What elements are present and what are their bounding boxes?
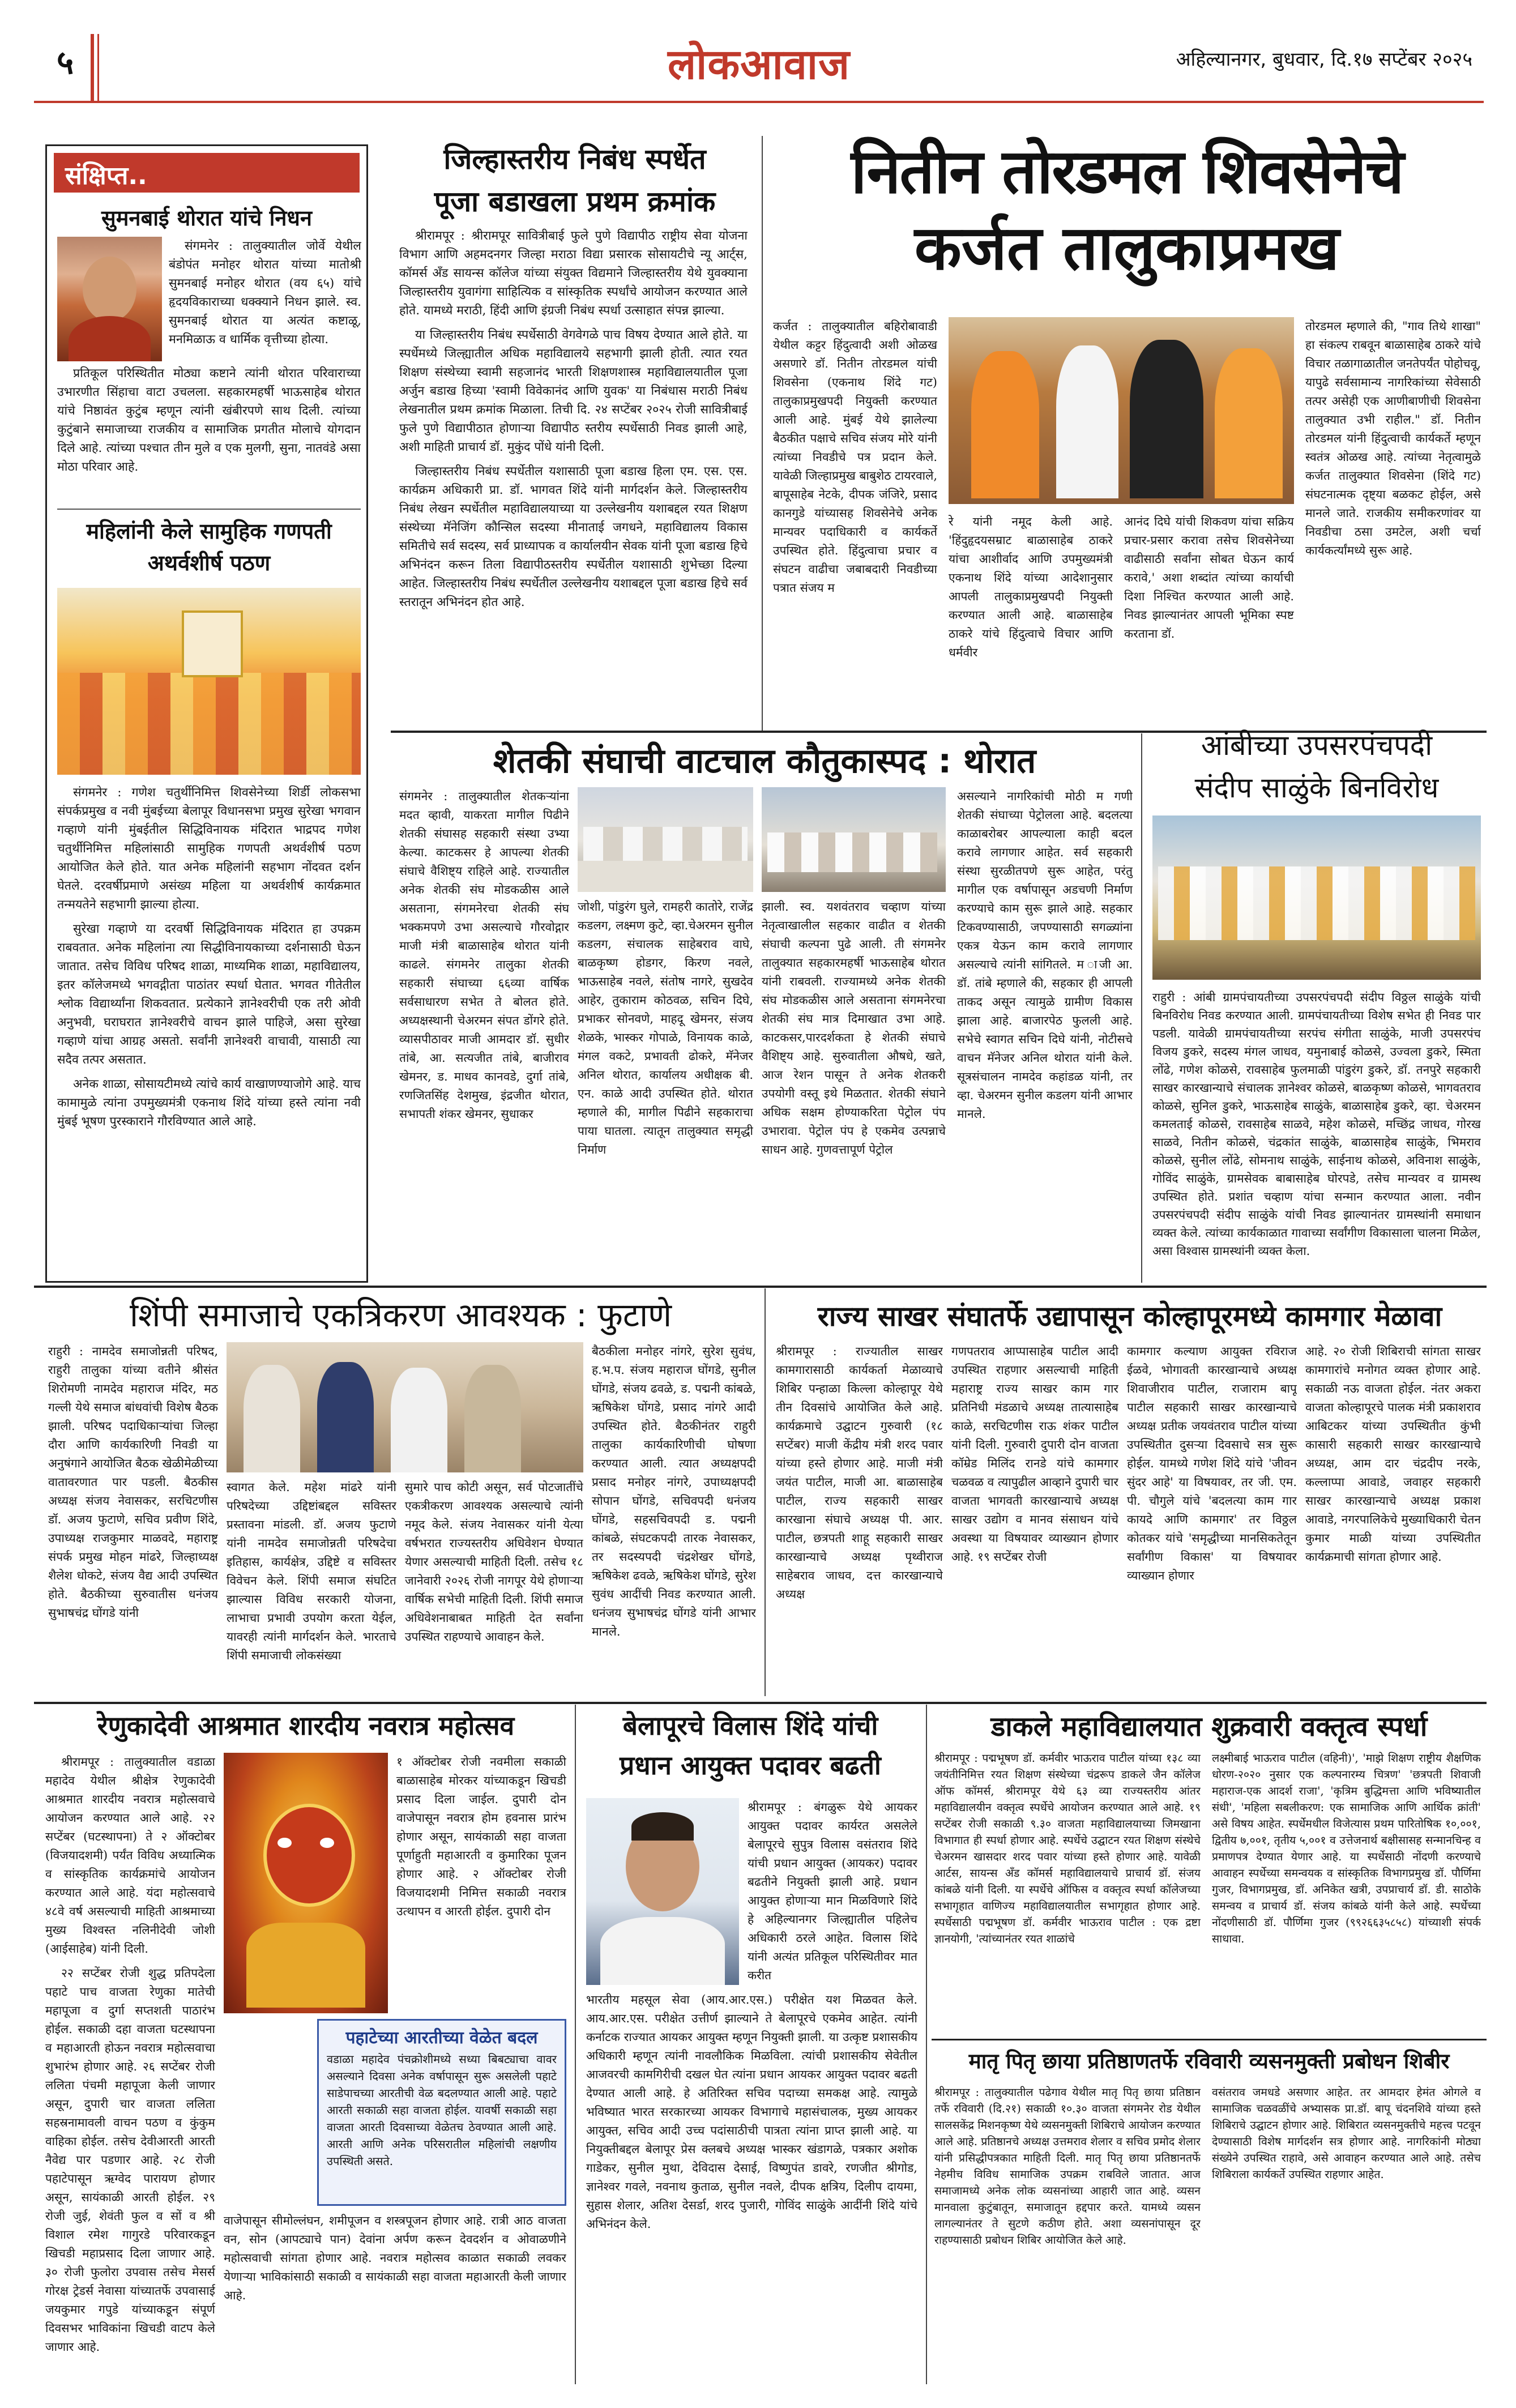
shinde-body: भारतीय महसूल सेवा (आय.आर.एस.) परीक्षेत यश मिळवत केले. आय.आर.एस. परीक्षेत उत्तीर्ण झाल्याने ते बेलापूरचे एकमेव आहेत. त्यांनी कर्नाटक राज्यात आयकर आयुक्त म्हणून नियुक्ती झाली. या उत्कृष्ट प्रशासकीय अधिकारी म्हणून त्यांनी नावलौकिक मिळविला. त्यांची प्रशासकीय सेवेतील आजवरची कामगिरीची दखल घेत त्यांना प्रधान आयकर आयुक्त पदावर बढती देण्यात आली आहे. हे अतिरिक्त सचिव पदाच्या समकक्ष आहे. त्यामुळे भविष्यात भारत सरकारच्या आयकर विभागाचे महासंचालक, मुख्य आयकर आयुक्त, सचिव आदी उच्च पदांसाठीची पात्रता त्यांना प्राप्त झाली आहे. या नियुक्तीबद्दल बेलापूर प्रेस क्लबचे अध्यक्ष भास्कर खंडागळे, पत्रकार अशोक गाडेकर, सुनील मुथा, देविदास देसाई, विष्णुपंत डावरे, रणजीत श्रीगोड, ज्ञानेश्वर गवले, नवनाथ कुताळ, सुनील नवले, दीपक क्षत्रिय, दिलीप दायमा, सुहास शेलार, अतिश देसर्डा, शरद पुजारी, गोविंद साळुंके आदींनी शिंदे यांचे अभिनंदन केले. (586, 1993, 917, 2231)
essay-headline-1: जिल्हास्तरीय निबंध स्पर्धेत (443, 143, 706, 176)
lead-photo (949, 317, 1294, 504)
renuka-col2: १ ऑक्टोबर रोजी नवमीला सकाळी बाळासाहेब मोरकर यांच्याकडून खिचडी प्रसाद दिला जाईल. दुपारी दोन वाजेपासून नवरात्र होम हवनास प्रारंभ होणार असून, सायंकाळी सहा वाजता पूर्णाहुती महाआरती व कुमारिका पूजन होणार आहे. २ ऑक्टोबर रोजी विजयादशमी निमित्त सकाळी नवरात्र उत्थापन व आरती होईल. दुपारी दोन (396, 1755, 566, 1918)
dakle-col2: लक्ष्मीबाई भाऊराव पाटील (वहिनी)', 'माझे शिक्षण राष्ट्रीय शैक्षणिक धोरण-२०२० नुसार एक कल्पनारम्य चित्रण' 'छत्रपती शिवाजी महाराज-एक आदर्श राजा', 'कृत्रिम बुद्धिमत्ता आणि भविष्यातील संधी', 'महिला सबलीकरण: एक सामाजिक आणि आर्थिक क्रांती' असे विषय आहेत. स्पर्धेमधील विजेत्यास प्रथम पारितोषिक १०,००१, द्वितीय ७,००१, तृतीय ५,००१ व उत्तेजनार्थ बक्षीसासह सन्मानचिन्ह व प्रमाणपत्र देण्यात येणार आहे. या स्पर्धेसाठी नोंदणी करण्याचे आवाहन स्पर्धेच्या समन्वयक व सांस्कृतिक विभागप्रमुख डॉ. पौर्णिमा गुजर, विभागप्रमुख, डॉ. अनिकेत खत्री, उपप्राचार्य डॉ. डी. साठोके समन्वय व प्राचार्य डॉ. संजय कांबळे यांनी केले आहे. स्पर्धेच्या नोंदणीसाठी डॉ. पौर्णिमा गुजर (९९२६६३५८५८) यांच्याशी संपर्क साधावा. (1212, 1752, 1481, 1945)
sidebar-story1-para2: प्रतिकूल परिस्थितीत मोठ्या कष्टाने त्यांनी थोरात परिवाराच्या उभारणीत सिंहाचा वाटा उचलला. सहकारमहर्षी भाऊसाहेब थोरात यांचे निष्ठावंत कुटुंब म्हणून त्यांनी खंबीरपणे साथ दिली. त्यांच्या कुटुंबाने समाजाच्या राजकीय व सामाजिक प्रगतीत मोलाचे योगदान दिले आहे. त्यांच्या पश्चात तीन मुले व एक मुलगी, सुना, नातवंडे असा मोठा परिवार आहे. (57, 366, 361, 474)
masthead-rule (34, 101, 1484, 103)
sidebar-story2-para1: संगमनेर : गणेश चतुर्थीनिमित्त शिवसेनेच्या शिर्डी लोकसभा संपर्कप्रमुख व नवी मुंबईच्या बेलापूर विधानसभा प्रमुख सुरेखा भगवान गव्हाणे यांनी मुंबईतील सिद्धिविनायक मंदिरात भाद्रपद गणेश चतुर्थीनिमित्त महिलांसाठी सामुहिक गणपती अथर्वशीर्ष पठण आयोजित केले होते. यात अनेक महिलांनी सहभाग नोंदवत दर्शन घेतले. दरवर्षीप्रमाणे असंख्य महिला या अथर्वशीर्ष कार्यक्रमात तन्मयतेने सहभागी झाल्या होत्या. (57, 785, 361, 912)
lead-col3: आनंद दिघे यांची शिकवण यांचा सक्रिय प्रचार-प्रसार करावा तसेच शिवसेनेच्या वाढीसाठी सर्वांना सोबत घेऊन कार्य करावे,' अशा शब्दांत त्यांच्या कार्याची दिशा निश्चित करण्यात आली आहे. निवड झाल्यानंतर आपली भूमिका स्पष्ट करताना डॉ. (1124, 515, 1294, 641)
salunke-headline-1: आंबीच्या उपसरपंचपदी (1201, 729, 1433, 762)
shimpi-headline: शिंपी समाजाचे एकत्रिकरण आवश्यक : फुटाणे (129, 1296, 672, 1334)
thorat-headline: शेतकी संघाची वाटचाल कौतुकास्पद : थोरात (493, 741, 1036, 781)
col-rule (765, 1288, 766, 1696)
page-number: ५ (57, 43, 74, 82)
section-rule-3 (34, 1702, 1487, 1704)
shinde-headline-2: प्रधान आयुक्त पदावर बढती (620, 1750, 881, 1781)
renuka-box (317, 2019, 566, 2206)
salunke-headline-2: संदीप साळुंके बिनविरोध (1194, 771, 1439, 804)
section-rule-2 (34, 1286, 1487, 1288)
renuka-box-body: वडाळा महादेव पंचक्रोशीमध्ये सध्या बिबट्याचा वावर असल्याने दिवसा अनेक वर्षापासून सुरू असलेली पहाटे साडेपाचच्या आरतीची वेळ बदलण्यात आली आहे. पहाटे आरती सकाळी सहा वाजता होईल. यावर्षी सकाळी सहा वाजता आरती दिवसाच्या वेळेतच ठेवण्यात आली आहे. आरती आणि अनेक परिसरातील महिलांची लक्षणीय उपस्थिती असते. (327, 2052, 557, 2168)
sakhar-headline: राज्य साखर संघातर्फे उद्यापासून कोल्हापूरमध्ये कामगार मेळावा (817, 1300, 1442, 1333)
sidebar-story1-para1: संगमनेर : तालुक्यातील जोर्वे येथील बंडोपंत मनोहर थोरात यांच्या मातोश्री सुमनबाई मनोहर थोरात (वय ६५) यांचे हृदयविकाराच्या धक्क्याने निधन झाले. स्व. सुमनबाई थोरात या अत्यंत कष्टाळू, मनमिळाऊ व धार्मिक वृत्तीच्या होत्या. (169, 239, 361, 347)
essay-para3: जिल्हास्तरीय निबंध स्पर्धेतील यशासाठी पूजा बडाख हिला एम. एस. एस. कार्यक्रम अधिकारी प्रा. डॉ. भागवत शिंदे यांनी मार्गदर्शन केले. जिल्हास्तरीय निबंध लेखन स्पर्धेतील महाविद्यालयाच्या या उल्लेखनीय यशाबद्दल रयत शिक्षण संस्थेच्या मॅनेजिंग कौन्सिल सदस्या मीनाताई जगधने, महाविद्यालय विकास समितीचे सर्व सदस्य, सर्व प्राध्यापक व कार्यालयीन सेवक यांनी पूजा बडाख हिचे अभिनंदन करून तिला विद्यापीठस्तरीय स्पर्धेतील यशासाठी शुभेच्छा दिल्या आहेत. जिल्हास्तरीय निबंध स्पर्धेतील उल्लेखनीय यशाबद्दल पूजा बडाख हिचे सर्व स्तरातून अभिनंदन होत आहे. (399, 464, 748, 609)
shibir-col2: वसंतराव जमधडे असणार आहेत. तर आमदार हेमंत ओगले व सामाजिक चळवळींचे अभ्यासक प्रा.डॉ. बापू चंदनशिवे यांच्या हस्ते शिबिराचे उद्घाटन होणार आहे. शिबिरात व्यसनमुक्तीचे महत्त्व पटवून देण्यासाठी विशेष मार्गदर्शन सत्र होणार आहे. नागरिकांनी मोठ्या संख्येने उपस्थित राहावे, असे आवाहन करण्यात आले आहे. तसेच शिबिराला कार्यकर्ते उपस्थित राहणार आहेत. (1212, 2086, 1481, 2181)
masthead (34, 34, 1484, 113)
lead-headline-1: नितीन तोरडमल शिवसेनेचे (851, 136, 1403, 207)
sidebar-header-text: संक्षिप्त.. (65, 161, 147, 190)
sidebar-story2-para2: सुरेखा गव्हाणे या दरवर्षी सिद्धिविनायक मंदिरात हा उपक्रम राबवतात. अनेक महिलांना त्या सिद्धीविनायकाच्या दर्शनासाठी घेऊन जातात. तसेच विविध परिषद शाळा, माध्यमिक शाळा, महाविद्यालय, इतर कॉलेजमध्ये भगवद्गीता पाठांतर स्पर्धा घेतात. भगवत गीतेतील श्लोक विद्यार्थ्यांना शिकवतात. प्रत्येकाने ज्ञानेश्वरीची एक तरी ओवी अनुभवी, घराघरात ज्ञानेश्वरीचे वाचन झाले पाहिजे, असा सुरेखा गव्हाणे यांचा आग्रह असतो. सर्वांनी ज्ञानेश्वरी वाचावी, यासाठी त्या सदैव तत्पर असतात. (57, 922, 361, 1067)
renuka-box-title: पहाटेच्या आरतीच्या वेळेत बदल (345, 2028, 538, 2048)
sidebar-story1-body-cont (57, 364, 361, 506)
col-rule (575, 1705, 576, 2384)
salunke-group-photo (1152, 816, 1481, 980)
shimpi-col3: सुमारे पाच कोटी असून, सर्व पोटजातींचे एकत्रीकरण आवश्यक असल्याचे त्यांनी नमूद केले. संजय नेवासकर यांनी येत्या वर्षभरात राज्यस्तरीय अधिवेशन घेण्यात येणार असल्याची माहिती दिली. तसेच १८ जानेवारी २०२६ रोजी नागपूर येथे होणाऱ्या वार्षिक सभेची माहिती दिली. शिंपी समाज अधिवेशनाबाबत माहिती देत सर्वांना उपस्थित राहण्याचे आवाहन केले. (405, 1480, 583, 1643)
shinde-headline-1: बेलापूरचे विलास शिंदे यांची (622, 1710, 878, 1741)
lead-col2: रे यांनी नमूद केली आहे. 'हिंदुहृदयसम्राट बाळासाहेब ठाकरे यांचा आशीर्वाद आणि उपमुख्यमंत्री एकनाथ शिंदे यांच्या आदेशानुसार आपली तालुकाप्रमुखपदी नियुक्ती करण्यात आली आहे. बाळासाहेब ठाकरे यांचे हिंदुत्वाचे विचार आणि धर्मवीर (949, 515, 1113, 659)
sidebar-story1-headline: सुमनबाई थोरात यांचे निधन (101, 206, 312, 230)
renuka-headline: रेणुकादेवी आश्रमात शारदीय नवरात्र महोत्सव (97, 1710, 515, 1741)
renuka-para1: श्रीरामपूर : तालुक्यातील वडाळा महादेव येथील श्रीक्षेत्र रेणुकादेवी आश्रमात शारदीय नवरात्र महोत्सवाचे आयोजन करण्यात आले आहे. २२ सप्टेंबर (घटस्थापना) ते २ ऑक्टोबर (विजयादशमी) पर्यंत विविध अध्यात्मिक व सांस्कृतिक कार्यक्रमांचे आयोजन करण्यात आले आहे. यंदा महोत्सवाचे ४८वे वर्ष असल्याची माहिती आश्रमाच्या मुख्य विश्वस्त नलिनीदेवी जोशी (आईसाहेब) यांनी दिली. (45, 1755, 215, 1956)
sidebar-divider (57, 509, 361, 510)
dateline: अहिल्यानगर, बुधवार, दि.१७ सप्टेंबर २०२५ (1176, 48, 1472, 71)
page-number-rule (91, 34, 94, 102)
dakle-col1: श्रीरामपूर : पद्मभूषण डॉ. कर्मवीर भाऊराव पाटील यांच्या १३८ व्या जयंतीनिमित्त रयत शिक्षण संस्थेच्या चंद्ररूप डाकले जैन कॉलेज ऑफ कॉमर्स, श्रीरामपूर येथे ६३ व्या राज्यस्तरीय आंतर महाविद्यालयीन वक्तृत्व स्पर्धेचे आयोजन करण्यात आले आहे. १९ सप्टेंबर रोजी सकाळी ९.३० वाजता महाविद्यालयाच्या जिमखाना विभागात ही स्पर्धा होणार आहे. स्पर्धेचे उद्घाटन रयत शिक्षण संस्थेचे चेअरमन खासदार शरद पवार यांच्या हस्ते होणार आहे. यावेळी आर्टस, सायन्स अँड कॉमर्स महाविद्यालयाचे प्राचार्य डॉ. संजय कांबळे यांनी दिली. या स्पर्धेचे ऑफिस व वक्तृत्व स्पर्धा कॉलेजच्या सभागृहात वाणिज्य महाविद्यालयातील सभागृहात होणार आहे. स्पर्धेसाठी पद्मभूषण डॉ. कर्मवीर भाऊराव पाटील : एक द्रष्टा ज्ञानयोगी, 'त्यांच्यानंतर रयत शाळांचे (934, 1752, 1201, 1945)
shimpi-photo (227, 1342, 583, 1472)
sakhar-col2: गणपतराव आप्पासाहेब पाटील आदी उपस्थित राहणार असल्याची माहिती महाराष्ट्र राज्य साखर काम गार प्रतिनिधी मंडळाचे अध्यक्ष तात्यासाहेब काळे, सरचिटणीस राऊ शंकर पाटील यांनी दिली. गुरुवारी दुपारी दोन वाजता कॉम्रेड मिलिंद रानडे यांचे कामगार चळवळ व त्यापुढील आव्हाने दुपारी चार वाजता भागवती कारखान्याचे अध्यक्ष साखर उद्योग व मानव संसाधन यांचे अवस्था या विषयावर व्याख्यान होणार आहे. १९ सप्टेंबर रोजी (951, 1344, 1118, 1564)
essay-headline-2: पूजा बडाखला प्रथम क्रमांक (434, 185, 716, 218)
newspaper-title: लोकआवाज (667, 40, 850, 89)
thorat-col1: संगमनेर : तालुक्यातील शेतकऱ्यांना मदत व्हावी, याकरता मागील पिढीने शेतकी संघासह सहकारी संस्था उभ्या केल्या. काटकसर हे आपल्या शेतकी संघाचे वैशिष्ट्य राहिले आहे. राज्यातील अनेक शेतकी संघ मोडकळीस आले असताना, संगमनेरचा शेतकी संघ भक्कमपणे उभा असल्याचे गौरवोद्गार माजी मंत्री बाळासाहेब थोरात यांनी काढले. संगमनेर तालुका शेतकी सहकारी संघाच्या ६६व्या वार्षिक सर्वसाधारण सभेत ते बोलत होते. अध्यक्षस्थानी चेअरमन संपत डोंगरे होते. व्यासपीठावर माजी आमदार डॉ. सुधीर तांबे, आ. सत्यजीत तांबे, बाजीराव खेमनर, ड. माधव कानवडे, दुर्गा तांबे, रणजितसिंह देशमुख, इंद्रजीत थोरात, सभापती शंकर खेमनर, सुधाकर (399, 789, 569, 1121)
salunke-body: राहुरी : आंबी ग्रामपंचायतीच्या उपसरपंचपदी संदीप विठ्ठल साळुंके यांची बिनविरोध निवड करण्यात आली. ग्रामपंचायतीच्या विशेष सभेत ही निवड पार पडली. यावेळी ग्रामपंचायतीच्या सरपंच संगीता साळुंके, माजी उपसरपंच विजय डुकरे, सदस्य मंगल जाधव, यमुनाबाई कोळसे, उज्वला डुकरे, स्मिता लोंढे, गणेश कोळसे, रावसाहेब फुलमाळी पांडुरंग डुकरे, डॉ. तनपुरे सहकारी साखर कारखान्याचे संचालक ज्ञानेश्वर कोळसे, बाळकृष्ण कोळसे, भागवतराव कोळसे, सुनिल डुकरे, भाऊसाहेब साळुंके, बाळासाहेब डुकरे, व्हा. चेअरमन कमलताई कोळसे, रावसाहेब साळवे, महेश कोळसे, मच्छिंद्र जाधव, गोरख साळवे, नितीन कोळसे, चंद्रकांत साळुंके, बाळासाहेब साळुंके, भिमराव कोळसे, सुनील लोंढे, सोमनाथ साळुंके, साईनाथ कोळसे, अविनाश साळुंके, गोविंद साळुंके, ग्रामसेवक बाबासाहेब घोरपडे, तसेच मान्यवर व ग्रामस्थ उपस्थित होते. प्रशांत चव्हाण यांचा सन्मान करण्यात आला. नवीन उपसरपंचपदी संदीप साळुंके यांची निवड झाल्यानंतर ग्रामस्थांनी समाधान व्यक्त केले. त्यांच्या कार्यकाळात गावाच्या सर्वांगीण विकासाला चालना मिळेल, असा विश्वास ग्रामस्थांनी व्यक्त केला. (1152, 990, 1481, 1258)
thorat-col3: झाली. स्व. यशवंतराव चव्हाण यांच्या नेतृत्वाखालील सहकार वाढीत व शेतकी संघाची कल्पना पुढे आली. ती संगमनेर तालुक्यात सहकारमहर्षी भाऊसाहेब थोरात यांनी राबवली. राज्यामध्ये अनेक शेतकी संघ मोडकळीस आले असताना संगमनेरचा शेतकी संघ मात्र दिमाखात उभा आहे. काटकसर,पारदर्शकता हे शेतकी संघाचे वैशिष्ट्य आहे. सुरुवातीला औषधे, खते, आज रेशन पासून ते अनेक शेतकरी उपयोगी वस्तू इथे मिळतात. शेतकी संघाने अधिक सक्षम होण्याकरिता पेट्रोल पंप उभारावा. पेट्रोल पंप हे एकमेव उत्पन्नाचे साधन आहे. गुणवत्तापूर्ण पेट्रोल (762, 900, 946, 1156)
shimpi-col2: स्वागत केले. महेश मांढरे यांनी परिषदेच्या उद्दिष्टांबद्दल सविस्तर प्रस्तावना मांडली. डॉ. अजय फुटाणे यांनी नामदेव समाजोन्नती परिषदेचा इतिहास, कार्यक्षेत्र, उद्दिष्टे व सविस्तर विवेचन केले. शिंपी समाज संघटित झाल्यास विविध सरकारी योजना, लाभाचा प्रभावी उपयोग करता येईल, यावरही त्यांनी मार्गदर्शन केले. भारताचे शिंपी समाजाची लोकसंख्या (227, 1480, 396, 1662)
sidebar-box (45, 144, 368, 1283)
shibir-col1: श्रीरामपूर : तालुक्यातील पढेगाव येथील मातृ पितृ छाया प्रतिष्ठान तर्फे रविवारी (दि.२१) सकाळी १०.३० वाजता संगमनेर रोड येथील सालसकेंद्र मिशनकृष्ण येथे व्यसनमुक्ती शिबिराचे आयोजन करण्यात आले आहे. प्रतिष्ठानचे अध्यक्ष उत्तमराव शेलार व सचिव प्रमोद शेलार यांनी प्रसिद्धीपत्रकात माहिती दिली. मातृ पितृ छाया प्रतिष्ठानतर्फे नेहमीच विविध सामाजिक उपक्रम राबविले जातात. आज समाजामध्ये अनेक लोक व्यसनांच्या आहारी जात आहे. व्यसन मानवाला कुटुंबातून, समाजातून हद्दपार करते. यामध्ये व्यसन लागल्यानंतर ते सुटणे कठीण होते. अशा व्यसनांपासून दूर राहण्यासाठी प्रबोधन शिबिर आयोजित केले आहे. (934, 2086, 1201, 2247)
shinde-portrait (586, 1798, 739, 1985)
shibir-headline: मातृ पितृ छाया प्रतिष्ठाणतर्फे रविवारी व्यसनमुक्ती प्रबोधन शिबीर (968, 2049, 1450, 2073)
thorat-photo-2 (762, 787, 946, 892)
lead-col4: तोरडमल म्हणाले की, "गाव तिथे शाखा" हा संकल्प राबवून बाळासाहेब ठाकरे यांचे विचार तळागाळातील जनतेपर्यंत पोहोचवू, यापुढे सर्वसामान्य नागरिकांच्या सेवेसाठी तत्पर असेही एक आणीबाणीची शिवसेना तालुक्यात उभी राहील." डॉ. नितीन तोरडमल यांनी हिंदुत्वाची कार्यकर्ते म्हणून स्वतंत्र ओळख आहे. त्यांच्या नेतृत्वामुळे कर्जत तालुक्यात शिवसेना (शिंदे गट) संघटनात्मक दृष्ट्या बळकट होईल, असे मानले जाते. राजकीय समीकरणांवर या निवडीचा ठसा उमटेल, अशी चर्चा कार्यकर्त्यांमध्ये सुरू आहे. (1305, 319, 1481, 557)
col-rule (926, 1705, 927, 2384)
renuka-para2: २२ सप्टेंबर रोजी शुद्ध प्रतिपदेला पहाटे पाच वाजता रेणुका मातेची महापूजा व दुर्गा सप्तशती पाठारंभ होईल. सकाळी दहा वाजता घटस्थापना व महाआरती होऊन नवरात्र महोत्सवाचा शुभारंभ होणार आहे. २६ सप्टेंबर रोजी ललिता पंचमी महापूजा केली जाणार असून, दुपारी चार वाजता ललिता सहस्रनामावली वाचन पठण व कुंकुम वाहिका होईल. तसेच देवीआरती आरती नैवेद्य पार पडणार आहे. २८ रोजी पहाटेपासून ऋग्वेद पारायण होणार असून, सायंकाळी आरती होईल. २९ रोजी जुई, शेवंती फुल व सों व श्री विशाल रमेश गागुरडे परिवारकडून खिचडी महाप्रसाद दिला जाणार आहे. ३० रोजी फुलोरा उपवास तसेच मेसर्स गोरक्ष ट्रेडर्स नेवासा यांच्यातर्फे उपवासाई जयकुमार गपुडे यांच्याकडून संपूर्ण दिवसभर भाविकांना खिचडी वाटप केले जाणार आहे. (45, 1966, 215, 2354)
sidebar-story2-para3: अनेक शाळा, सोसायटीमध्ये त्यांचे कार्य वाखाणण्याजोगे आहे. याच कामामुळे त्यांना उपमुख्यमंत्री एकनाथ शिंदे यांच्या हस्ते त्यांना नवी मुंबई भूषण पुरस्काराने गौरविण्यात आले आहे. (57, 1077, 361, 1129)
essay-body (399, 227, 748, 736)
sidebar-story2-headline: महिलांनी केले सामुहिक गणपती अथर्वशीर्ष पठण (86, 519, 332, 575)
col-rule (762, 136, 763, 731)
thorat-col4: असल्याने नागरिकांची मोठी म गणी शेतकी संघाच्या पेट्रोलला आहे. बदलत्या काळाबरोबर आपल्याला काही बदल करावे लागणार आहेत. सर्व सहकारी संस्था सुरळीतपणे सुरू आहेत, परंतु मागील एक वर्षापासून अडचणी निर्माण करण्याचे काम सुरू झाले आहे. सहकार टिकवण्यासाठी, जपण्यासाठी सगळ्यांना एकत्र येऊन काम करावे लागणार असल्याचे त्यांनी सांगितले. म ाजी आ. डॉ. तांबे म्हणाले की, सहकार ही आपली ताकद असून त्यामुळे ग्रामीण विकास झाला आहे. बाजारपेठ फुलली आहे. सभेचे स्वागत सचिन दिघे यांनी, नोटीसचे वाचन मॅनेजर अनिल थोरात यांनी केले. सूत्रसंचालन नामदेव कहांडळ यांनी, तर व्हा. चेअरमन सुनील कडलग यांनी आभार मानले. (957, 789, 1133, 1121)
renuka-col1 (45, 1753, 215, 2379)
essay-para2: या जिल्हास्तरीय निबंध स्पर्धेसाठी वेगवेगळे पाच विषय देण्यात आले होते. या स्पर्धेमध्ये जिल्ह्यातील अधिक महाविद्यालये सहभागी झाली होती. त्यात रयत शिक्षण संस्थेच्या स्वामी सहजानंद भारती शिक्षणशास्त्र महाविद्यालयातील पूजा अर्जुन बडाख हिच्या 'स्वामी विवेकानंद आणि युवक' या निबंधास मराठी निबंध लेखनातील प्रथम क्रमांक मिळाला. तिची दि. २४ सप्टेंबर २०२५ रोजी सावित्रीबाई फुले पुणे विद्यापीठात होणाऱ्या विद्यापीठ स्तरीय स्पर्धेसाठी निवड झाली आहे, अशी माहिती प्राचार्य डॉ. मुकुंद पोंधे यांनी दिली. (399, 328, 748, 454)
thorat-col2: जोशी, पांडुरंग घुले, रामहरी कातोरे, राजेंद्र कडलग, लक्ष्मण कुटे, व्हा.चेअरमन सुनील कडलग, संचालक साहेबराव वाघे, बाळकृष्ण होडगर, किरण नवले, भाऊसाहेब नवले, संतोष नागरे, सुखदेव आहेर, तुकाराम कोठवळ, सचिन दिघे, प्रभाकर सोनवणे, माहदू खेमनर, संजय शेळके, भास्कर गोपाळे, विनायक काळे, मंगल वकटे, प्रभावती ढोकरे, मॅनेजर अनिल थोरात, कार्यालय अधीक्षक बी. एन. काळे आदी उपस्थित होते. थोरात म्हणाले की, मागील पिढीने सहकाराचा पाया घातला. त्यातून तालुक्यात समृद्धी निर्माण (578, 900, 753, 1156)
women-group-photo (57, 588, 361, 775)
sidebar-header (54, 153, 360, 193)
col-rule (1141, 733, 1142, 1283)
thorat-photo-1 (578, 787, 753, 892)
page-number-rule-thin (97, 34, 99, 102)
section-rule-4 (932, 2039, 1487, 2040)
renuka-deity-photo (224, 1753, 388, 2013)
lead-col1: कर्जत : तालुक्यातील बहिरोबावाडी येथील कट्टर हिंदुत्वादी अशी ओळख असणारे डॉ. नितीन तोरडमल यांची शिवसेना (एकनाथ शिंदे गट) तालुकाप्रमुखपदी नियुक्ती करण्यात आली आहे. मुंबई येथे झालेल्या बैठकीत पक्षाचे सचिव संजय मोरे यांनी त्यांच्या निवडीचे पत्र प्रदान केले. यावेळी जिल्हाप्रमुख बाबुशेठ टायरवाले, बापूसाहेब नेटके, दीपक जंजिरे, प्रसाद कानगुडे यांच्यासह शिवसेनेचे अनेक मान्यवर पदाधिकारी व कार्यकर्ते उपस्थित होते. हिंदुत्वाचा प्रचार व संघटन वाढीचा जबाबदारी निवडीच्या पत्रात संजय म (773, 319, 937, 595)
essay-para1: श्रीरामपूर : श्रीरामपूर सावित्रीबाई फुले पुणे विद्यापीठ राष्ट्रीय सेवा योजना विभाग आणि अहमदनगर जिल्हा मराठा विद्या प्रसारक सोसायटीचे न्यू आर्ट्स, कॉमर्स अँड सायन्स कॉलेज यांच्या संयुक्त विद्यमाने जिल्हास्तरीय येथे युवक्याना जिल्हास्तरीय युवागंगा साहित्यिक व सांस्कृतिक स्पर्धांचे आयोजन करण्यात आले होते. यामध्ये मराठी, हिंदी आणि इंग्रजी निबंध स्पर्धा उत्साहात संपन्न झाल्या. (399, 229, 748, 318)
portrait-photo (57, 237, 162, 361)
dakle-headline: डाकले महाविद्यालयात शुक्रवारी वक्तृत्व स्पर्धा (990, 1711, 1428, 1743)
sakhar-col4: आहे. २० रोजी शिबिराची सांगता साखर कामगारांचे मनोगत व्यक्त होणार आहे. सकाळी नऊ वाजता होईल. नंतर अकरा वाजता कोल्हापूरचे पालक मंत्री प्रकाशराव आबिटकर यांच्या उपस्थितीत कुंभी कासारी सहकारी साखर कारखान्याचे अध्यक्ष, आम दार चंद्रदीप नरके, कल्लाप्पा आवाडे, जवाहर सहकारी साखर कारखान्याचे अध्यक्ष प्रकाश आवाडे, नगरपालिकेचे मुख्याधिकारी चेतन कुमार माळी यांच्या उपस्थितीत कार्यक्रमाची सांगता होणार आहे. (1305, 1344, 1481, 1564)
shimpi-col1: राहुरी : नामदेव समाजोन्नती परिषद, राहुरी तालुका यांच्या वतीने श्रीसंत शिरोमणी नामदेव महाराज मंदिर, मठ गल्ली येथे समाज बांधवांची विशेष बैठक झाली. परिषद पदाधिकाऱ्यांचा जिल्हा दौरा आणि कार्यकारिणी निवडी या अनुषंगाने आयोजित बैठक खेळीमेळीच्या वातावरणात पार पडली. बैठकीस अध्यक्ष संजय नेवासकर, सरचिटणीस डॉ. अजय फुटाणे, सचिव प्रवीण शिंदे, उपाध्यक्ष राजकुमार माळवदे, महाराष्ट्र संपर्क प्रमुख मोहन मांढरे, जिल्हाध्यक्ष शैलेश धोकटे, संजय वैद्य आदी उपस्थित होते. बैठकीच्या सुरुवातीस धनंजय सुभाषचंद्र घोंगडे यांनी (48, 1344, 218, 1620)
lead-headline-2: कर्जत तालुकाप्रमख (914, 213, 1340, 284)
sakhar-col3: कामगार कल्याण आयुक्त रविराज ईळवे, भोगावती कारखान्याचे अध्यक्ष शिवाजीराव पाटील, राजाराम बापू पाटील सहकारी साखर कारखान्याचे अध्यक्ष प्रतीक जयवंतराव पाटील यांच्या उपस्थितीत दुसऱ्या दिवसाचे सत्र सुरू होईल. यामध्ये गणेश शिंदे यांचे 'जीवन सुंदर आहे' या विषयावर, तर जी. एम. पी. चौगुले यांचे 'बदलत्या काम गार कायदे आणि कामगार' तर विठ्ठल कोतकर यांचे 'समृद्धीच्या मानसिकतेतून सर्वांगीण विकास' या विषयावर व्याख्यान होणार (1127, 1344, 1297, 1582)
shinde-lead: श्रीरामपूर : बंगळुरू येथे आयकर आयुक्त पदावर कार्यरत असलेले बेलापूरचे सुपुत्र विलास वसंतराव शिंदे यांची प्रधान आयुक्त (आयकर) पदावर बढतीने नियुक्ती झाली आहे. प्रधान आयुक्त होणाऱ्या मान मिळविणारे शिंदे हे अहिल्यानगर जिल्ह्यातील पहिलेच अधिकारी ठरले आहेत. विलास शिंदे यांनी अत्यंत प्रतिकूल परिस्थितीवर मात करीत (748, 1800, 917, 1982)
sidebar-story2-body (57, 783, 361, 1276)
shimpi-col4: बैठकीला मनोहर नांगरे, सुरेश सुवंध, ह.भ.प. संजय महाराज घोंगडे, सुनील घोंगडे, संजय ढवळे, ड. पद्मनी कांबळे, ऋषिकेश घोंगडे, प्रसाद नांगरे आदी उपस्थित होते. बैठकीनंतर राहुरी तालुका कार्यकारिणीची घोषणा करण्यात आली. त्यात अध्यक्षपदी प्रसाद मनोहर नांगरे, उपाध्यक्षपदी सोपान घोंगडे, सचिवपदी धनंजय घोंगडे, सहसचिवपदी ड. पद्मनी कांबळे, संघटकपदी तारक नेवासकर, तर सदस्यपदी चंद्रशेखर घोंगडे, ऋषिकेश ढवळे, ऋषिकेश घोंगडे, सुरेश सुवंध आदींची निवड करण्यात आली. धनंजय सुभाषचंद्र घोंगडे यांनी आभार मानले. (592, 1344, 756, 1638)
sakhar-col1: श्रीरामपूर : राज्यातील साखर कामगारासाठी कार्यकर्ता मेळाव्याचे शिबिर पन्हाळा किल्ला कोल्हापूर येथे तीन दिवसांचे आयोजित केले आहे. कार्यक्रमाचे उद्घाटन गुरुवारी (१८ सप्टेंबर) माजी केंद्रीय मंत्री शरद पवार यांच्या हस्ते होणार आहे. माजी मंत्री जयंत पाटील, माजी आ. बाळासाहेब पाटील, राज्य सहकारी साखर कारखाना संघाचे अध्यक्ष पी. आर. पाटील, छत्रपती शाहू सहकारी साखर कारखान्याचे अध्यक्ष पृथ्वीराज साहेबराव जाधव, दत्त कारखान्याचे अध्यक्ष (776, 1344, 943, 1601)
renuka-col2-end: वाजेपासून सीमोल्लंघन, शमीपूजन व शस्त्रपूजन होणार आहे. रात्री आठ वाजता वन, सोन (आपट्याचे पान) देवांना अर्पण करून देवदर्शन व ओवाळणीने महोत्सवाची सांगता होणार आहे. नवरात्र महोत्सव काळात सकाळी लवकर येणाऱ्या भाविकांसाठी सकाळी व सायंकाळी सहा वाजता महाआरती केली जाणार आहे. (224, 2214, 566, 2302)
sidebar-story1-body (169, 237, 361, 361)
